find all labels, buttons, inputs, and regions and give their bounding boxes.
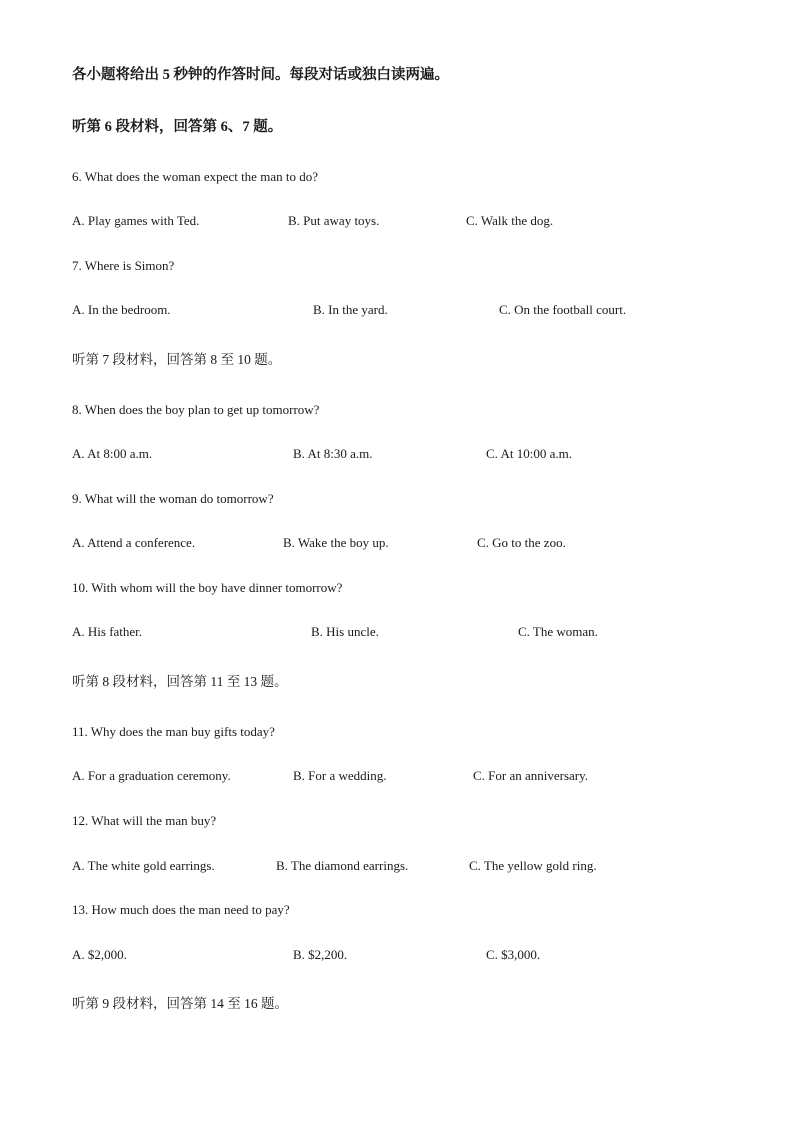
option-b[interactable]: B. Put away toys.	[288, 213, 380, 228]
question-text: 7. Where is Simon?	[72, 258, 175, 273]
question-text: 12. What will the man buy?	[72, 813, 217, 828]
option-a[interactable]: A. At 8:00 a.m.	[72, 446, 153, 461]
option-b[interactable]: B. At 8:30 a.m.	[293, 446, 373, 461]
option-b[interactable]: B. In the yard.	[313, 302, 388, 317]
section-heading: 听第 7 段材料，回答第 8 至 10 题。	[72, 352, 282, 367]
option-a[interactable]: A. Attend a conference.	[72, 535, 196, 550]
option-c[interactable]: C. The yellow gold ring.	[469, 858, 597, 873]
option-c[interactable]: C. $3,000.	[486, 947, 541, 962]
option-b[interactable]: B. Wake the boy up.	[283, 535, 389, 550]
option-c[interactable]: C. At 10:00 a.m.	[486, 446, 572, 461]
question-text: 9. What will the woman do tomorrow?	[72, 491, 274, 506]
question-text: 10. With whom will the boy have dinner tomorrow?	[72, 580, 343, 595]
option-b[interactable]: B. The diamond earrings.	[276, 858, 409, 873]
section-heading: 听第 8 段材料，回答第 11 至 13 题。	[72, 674, 288, 689]
option-a[interactable]: A. In the bedroom.	[72, 302, 171, 317]
option-b[interactable]: B. His uncle.	[311, 624, 379, 639]
question-text: 13. How much does the man need to pay?	[72, 902, 290, 917]
question-text: 11. Why does the man buy gifts today?	[72, 724, 275, 739]
option-a[interactable]: A. His father.	[72, 624, 143, 639]
option-c[interactable]: C. Go to the zoo.	[477, 535, 566, 550]
option-a[interactable]: A. Play games with Ted.	[72, 213, 200, 228]
section-heading: 听第 6 段材料，回答第 6、7 题。	[72, 119, 283, 135]
option-c[interactable]: C. The woman.	[518, 624, 598, 639]
option-c[interactable]: C. On the football court.	[499, 302, 627, 317]
option-a[interactable]: A. The white gold earrings.	[72, 858, 215, 873]
question-text: 6. What does the woman expect the man to do?	[72, 169, 318, 184]
question-text: 8. When does the boy plan to get up tomorrow?	[72, 402, 320, 417]
option-c[interactable]: C. Walk the dog.	[466, 213, 554, 228]
intro-text: 各小题将给出 5 秒钟的作答时间。每段对话或独白读两遍。	[72, 67, 449, 83]
option-b[interactable]: B. $2,200.	[293, 947, 348, 962]
option-a[interactable]: A. $2,000.	[72, 947, 127, 962]
option-c[interactable]: C. For an anniversary.	[473, 768, 589, 783]
option-a[interactable]: A. For a graduation ceremony.	[72, 768, 231, 783]
option-b[interactable]: B. For a wedding.	[293, 768, 387, 783]
section-heading: 听第 9 段材料，回答第 14 至 16 题。	[72, 996, 288, 1011]
